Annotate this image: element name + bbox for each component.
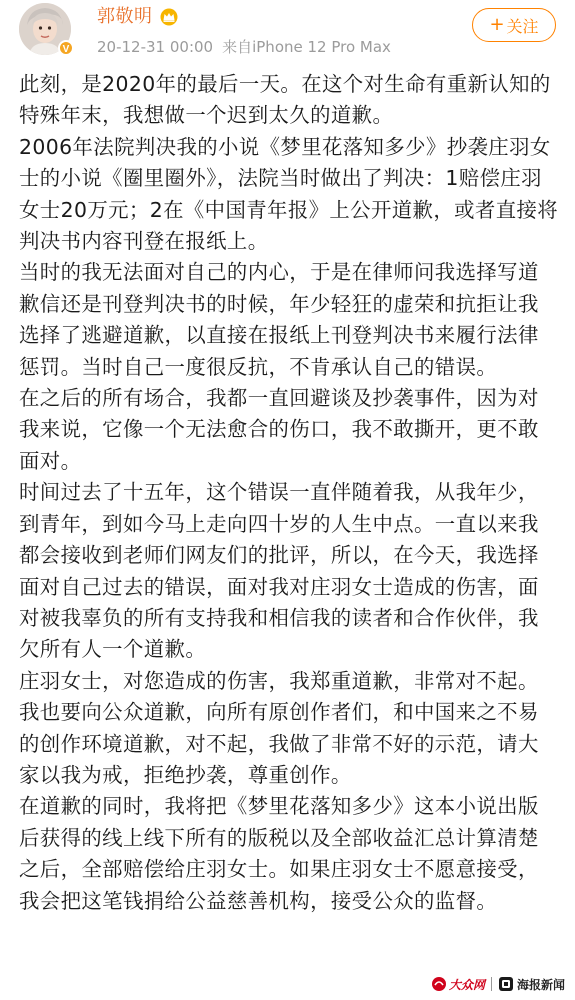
post-body [19, 69, 559, 917]
post-paragraph: 2006年法院判决我的小说《梦里花落知多少》抄袭庄羽女士的小说《圈里圈外》，法院当时做出了判决：1赔偿庄羽女士20万元；2在《中国青年报》上公开道歉，或者直接将判决书内容刊登在报纸上。 [19, 134, 559, 254]
follow-label: 关注 [506, 16, 539, 36]
post-paragraph: 在之后的所有场合，我都一直回避谈及抄袭事件，因为对我来说，它像一个无法愈合的伤口，我不敢撕开，更不敢面对。 [19, 386, 539, 473]
plus-icon: + [489, 14, 505, 35]
post-meta [97, 37, 391, 57]
post-source: 来自iPhone 12 Pro Max [222, 38, 391, 56]
haibao-logo-icon [498, 976, 514, 992]
crown-icon [159, 8, 179, 26]
post-paragraph: 庄羽女士，对您造成的伤害，我郑重道歉，非常对不起。我也要向公众道歉，向所有原创作者们，和中国来之不易的创作环境道歉，对不起，我做了非常不好的示范，请大家以我为戒，拒绝抄袭，尊重创作。 [19, 668, 539, 787]
post-paragraph: 时间过去了十五年，这个错误一直伴随着我，从我年少，到青年，到如今马上走向四十岁的人生中点。一直以来我都会接收到老师们网友们的批评，所以，在今天，我选择面对自己过去的错误，面对我对庄羽女士造成的伤害，面对被我辜负的所有支持我和相信我的读者和合作伙伴，我欠所有人一个道歉。 [19, 480, 539, 662]
watermark-divider [491, 977, 492, 991]
svg-text:V: V [62, 44, 70, 54]
post-paragraph: 此刻，是2020年的最后一天。在这个对生命有重新认知的特殊年末，我想做一个迟到太久的道歉。 [19, 72, 551, 128]
haibao-logo-text: 海报新闻 [516, 977, 565, 992]
post-paragraph: 当时的我无法面对自己的内心，于是在律师问我选择写道歉信还是刊登判决书的时候，年少轻狂的虚荣和抗拒让我选择了逃避道歉，以直接在报纸上刊登判决书来履行法律惩罚。当时自己一度很反抗，不肯承认自己的错误。 [19, 260, 539, 379]
watermark [429, 973, 567, 995]
dazhong-logo-icon [431, 976, 447, 992]
username-row [97, 5, 179, 29]
post-paragraph: 在道歉的同时，我将把《梦里花落知多少》这本小说出版后获得的线上线下所有的版税以及全部收益汇总计算清楚之后，全部赔偿给庄羽女士。如果庄羽女士不愿意接受，我会把这笔钱捐给公益慈善机构，接受公众的监督。 [19, 794, 539, 913]
haibao-logo [498, 976, 565, 993]
follow-button[interactable] [472, 8, 556, 42]
dazhong-logo-text: 大众网 [448, 977, 485, 992]
dazhong-logo [431, 976, 485, 993]
verified-badge-icon [58, 40, 74, 56]
username[interactable]: 郭敬明 [97, 6, 153, 27]
post-timestamp: 20-12-31 00:00 [97, 38, 214, 56]
post-header [0, 0, 575, 62]
